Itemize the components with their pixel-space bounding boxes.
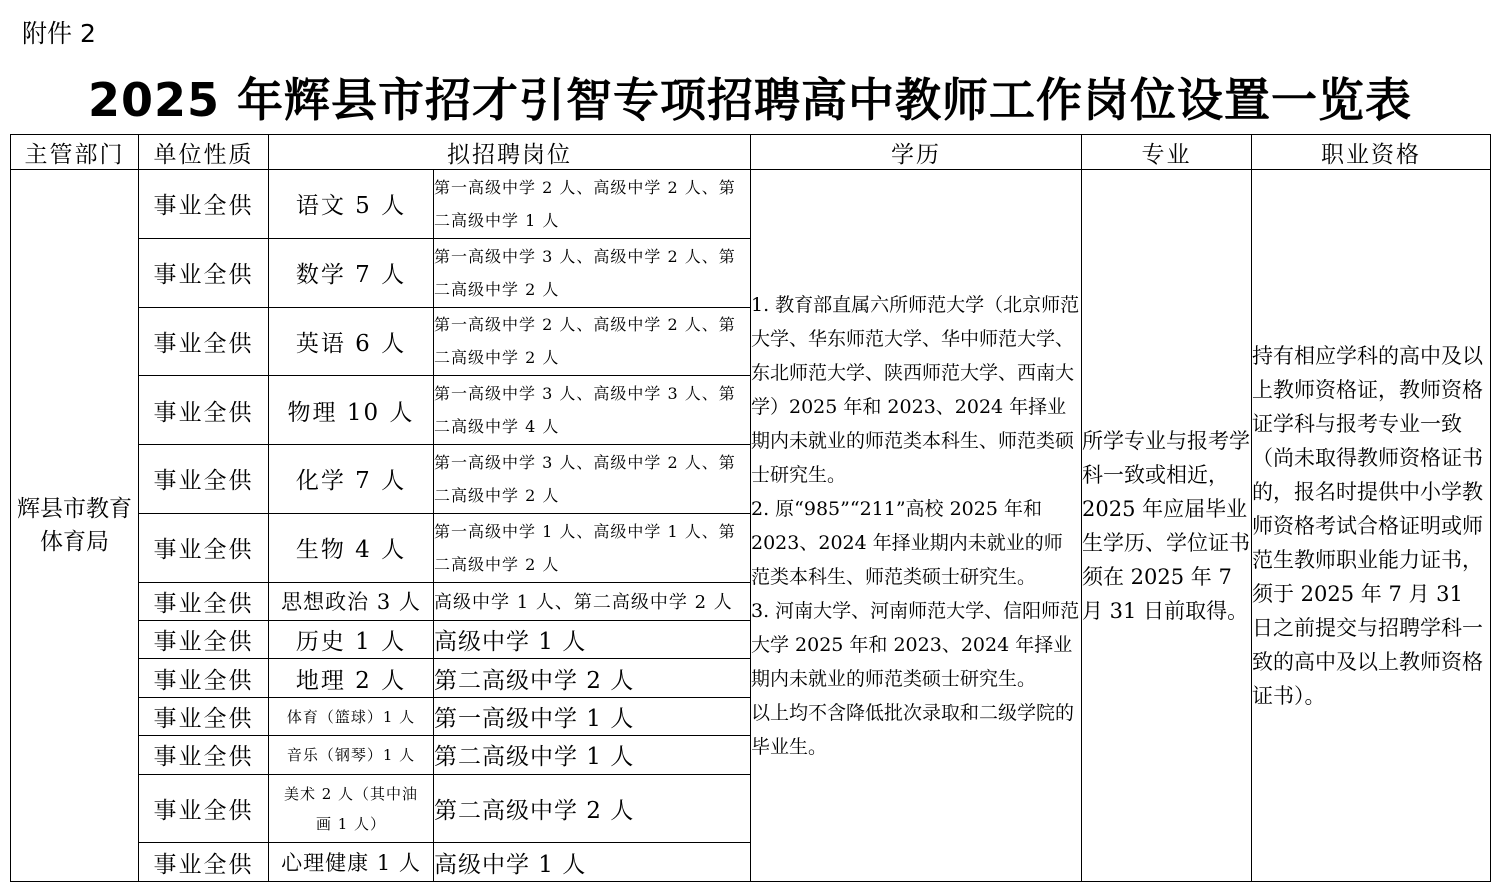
nature-cell: 事业全供 bbox=[139, 843, 269, 882]
nature-cell: 事业全供 bbox=[139, 513, 269, 582]
header-education: 学历 bbox=[751, 135, 1082, 170]
department-cell: 辉县市教育体育局 bbox=[11, 170, 139, 882]
header-position: 拟招聘岗位 bbox=[269, 135, 751, 170]
subject-cell: 物理 10 人 bbox=[269, 376, 434, 445]
education-item-3: 3. 河南大学、河南师范大学、信阳师范大学 2025 年和 2023、2024 年择业期内未就业的师范类硕士研究生。 bbox=[751, 599, 1080, 690]
header-major: 专业 bbox=[1082, 135, 1252, 170]
nature-cell: 事业全供 bbox=[139, 582, 269, 620]
detail-cell: 高级中学 1 人 bbox=[434, 843, 751, 882]
subject-cell: 思想政治 3 人 bbox=[269, 582, 434, 620]
subject-cell: 心理健康 1 人 bbox=[269, 843, 434, 882]
detail-cell: 第一高级中学 3 人、高级中学 2 人、第二高级中学 2 人 bbox=[434, 445, 751, 514]
subject-cell: 英语 6 人 bbox=[269, 307, 434, 376]
qualification-cell: 持有相应学科的高中及以上教师资格证，教师资格证学科与报考专业一致（尚未取得教师资格证书的，报名时提供中小学教师资格考试合格证明或师范生教师职业能力证书，须于 2025 年 7 月 31 日之前提交与招聘学科一致的高中及以上教师资格证书）。 bbox=[1252, 170, 1491, 882]
education-item-1: 1. 教育部直属六所师范大学（北京师范大学、华东师范大学、华中师范大学、东北师范大学、陕西师范大学、西南大学）2025 年和 2023、2024 年择业期内未就业的师范类本科生、师范类硕士研究生。 bbox=[751, 293, 1080, 486]
nature-cell: 事业全供 bbox=[139, 238, 269, 307]
major-cell: 所学专业与报考学科一致或相近，2025 年应届毕业生学历、学位证书须在 2025 年 7 月 31 日前取得。 bbox=[1082, 170, 1252, 882]
detail-cell: 第一高级中学 3 人、高级中学 2 人、第二高级中学 2 人 bbox=[434, 238, 751, 307]
education-cell bbox=[751, 170, 1082, 882]
nature-cell: 事业全供 bbox=[139, 774, 269, 843]
detail-cell: 高级中学 1 人、第二高级中学 2 人 bbox=[434, 582, 751, 620]
subject-cell: 音乐（钢琴）1 人 bbox=[269, 736, 434, 774]
subject-cell: 语文 5 人 bbox=[269, 170, 434, 239]
nature-cell: 事业全供 bbox=[139, 376, 269, 445]
education-item-2: 2. 原“985”“211”高校 2025 年和 2023、2024 年择业期内未就业的师范类本科生、师范类硕士研究生。 bbox=[751, 497, 1063, 588]
nature-cell: 事业全供 bbox=[139, 170, 269, 239]
annex-label: 附件 2 bbox=[22, 19, 96, 48]
subject-cell: 地理 2 人 bbox=[269, 659, 434, 697]
detail-cell: 第一高级中学 2 人、高级中学 2 人、第二高级中学 2 人 bbox=[434, 307, 751, 376]
detail-cell: 第一高级中学 1 人、高级中学 1 人、第二高级中学 2 人 bbox=[434, 513, 751, 582]
subject-cell: 生物 4 人 bbox=[269, 513, 434, 582]
detail-cell: 第二高级中学 2 人 bbox=[434, 659, 751, 697]
nature-cell: 事业全供 bbox=[139, 697, 269, 735]
table-row bbox=[11, 170, 1491, 239]
subject-cell: 体育（篮球）1 人 bbox=[269, 697, 434, 735]
page-title: 2025 年辉县市招才引智专项招聘高中教师工作岗位设置一览表 bbox=[87, 73, 1413, 127]
detail-cell: 第一高级中学 2 人、高级中学 2 人、第二高级中学 1 人 bbox=[434, 170, 751, 239]
header-nature: 单位性质 bbox=[139, 135, 269, 170]
nature-cell: 事业全供 bbox=[139, 659, 269, 697]
header-qualification: 职业资格 bbox=[1252, 135, 1491, 170]
nature-cell: 事业全供 bbox=[139, 445, 269, 514]
nature-cell: 事业全供 bbox=[139, 621, 269, 659]
nature-cell: 事业全供 bbox=[139, 307, 269, 376]
detail-cell: 第一高级中学 1 人 bbox=[434, 697, 751, 735]
subject-cell: 美术 2 人（其中油画 1 人） bbox=[269, 774, 434, 843]
subject-cell: 历史 1 人 bbox=[269, 621, 434, 659]
nature-cell: 事业全供 bbox=[139, 736, 269, 774]
subject-cell: 数学 7 人 bbox=[269, 238, 434, 307]
detail-cell: 第一高级中学 3 人、高级中学 3 人、第二高级中学 4 人 bbox=[434, 376, 751, 445]
header-dept: 主管部门 bbox=[11, 135, 139, 170]
detail-cell: 第二高级中学 1 人 bbox=[434, 736, 751, 774]
detail-cell: 第二高级中学 2 人 bbox=[434, 774, 751, 843]
header-row bbox=[11, 135, 1491, 170]
detail-cell: 高级中学 1 人 bbox=[434, 621, 751, 659]
education-note: 以上均不含降低批次录取和二级学院的毕业生。 bbox=[751, 701, 1075, 758]
positions-table bbox=[10, 134, 1491, 882]
subject-cell: 化学 7 人 bbox=[269, 445, 434, 514]
